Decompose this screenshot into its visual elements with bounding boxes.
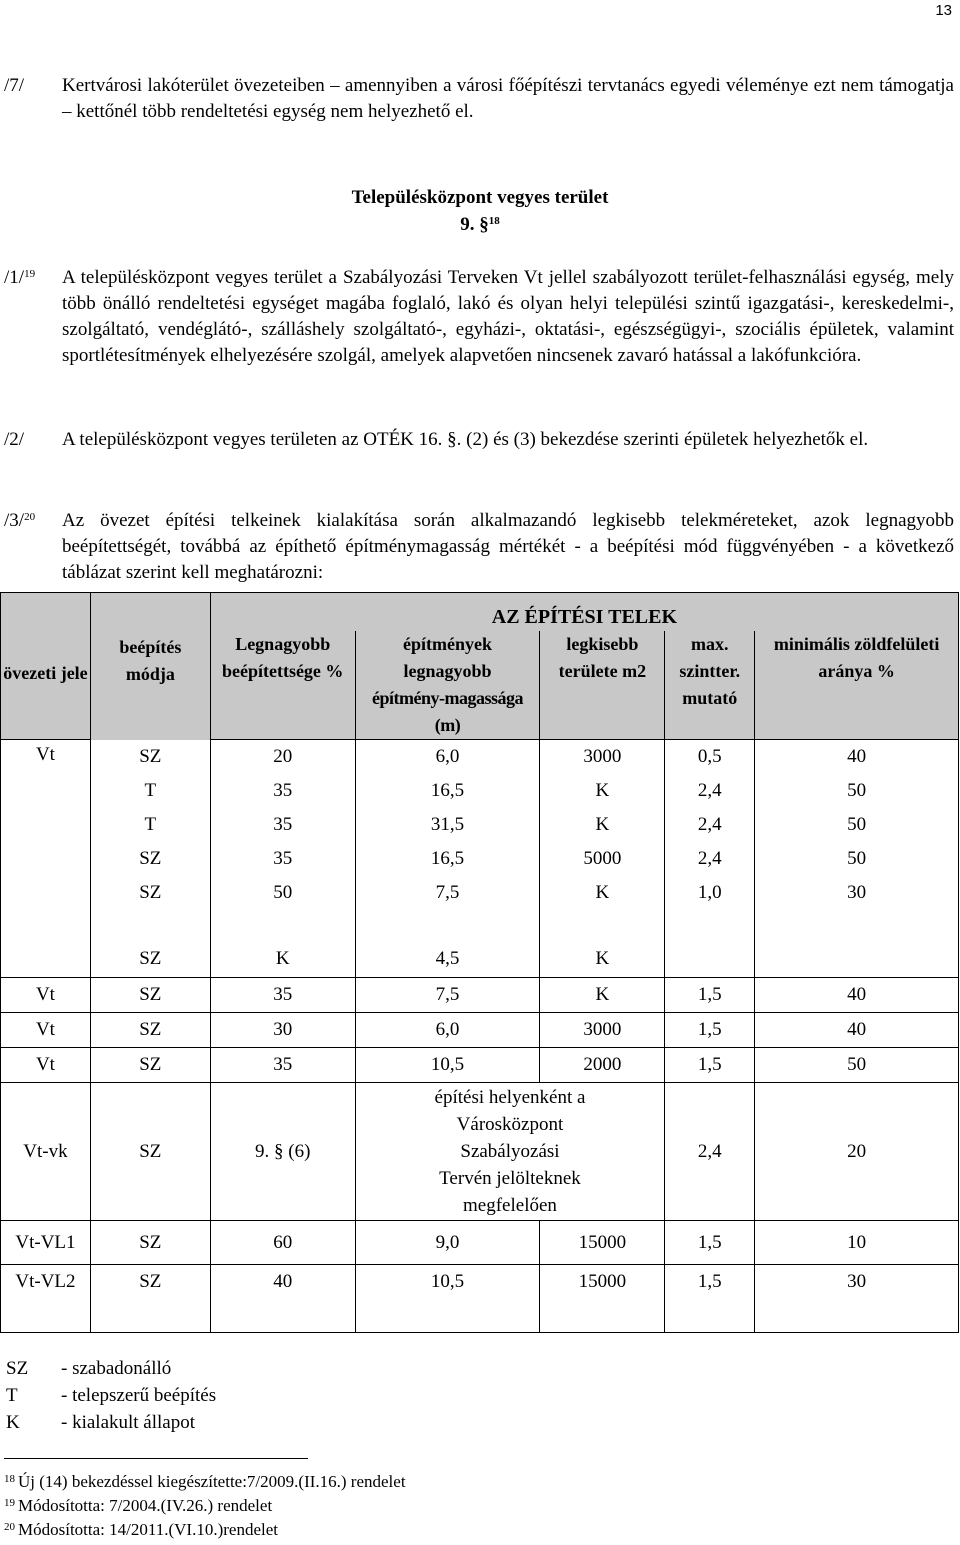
- header-height: [355, 631, 540, 740]
- cell-height: 9,0: [355, 1221, 540, 1265]
- legend-item: [6, 1409, 216, 1436]
- cell-ratio: 2,4: [665, 1083, 755, 1221]
- paragraph-1: [4, 265, 954, 369]
- table-row: [1, 1048, 959, 1083]
- cell-zone: Vt-VL1: [1, 1221, 91, 1265]
- cell-ratio: 2,4: [665, 808, 755, 842]
- header-zone: övezeti jele: [1, 593, 91, 740]
- footnote: [4, 1471, 406, 1493]
- cell-area: 2000: [540, 1048, 665, 1083]
- cell-ratio: 1,5: [665, 1265, 755, 1333]
- note-line: Városközpont: [456, 1114, 564, 1135]
- footnote-text: Módosította: 14/2011.(VI.10.)rendelet: [18, 1520, 278, 1539]
- cell-green: 30: [755, 876, 959, 910]
- cell-coverage: 30: [210, 1013, 355, 1048]
- table-row: [1, 942, 959, 978]
- vt-group: [1, 740, 959, 978]
- cell-height: 7,5: [355, 876, 540, 910]
- legend-item: [6, 1382, 216, 1409]
- cell-height: 6,0: [355, 740, 540, 774]
- cell-zone: Vt: [1, 1013, 91, 1048]
- paragraph-label: [4, 265, 35, 291]
- section-number-text: 9. §: [460, 214, 489, 235]
- cell-mode: T: [90, 808, 210, 842]
- cell-mode: SZ: [90, 1265, 210, 1333]
- cell-zone: Vt: [1, 1048, 91, 1083]
- section-title: Településközpont vegyes terület: [351, 187, 609, 208]
- cell-coverage: 35: [210, 842, 355, 876]
- header-group-title: AZ ÉPÍTÉSI TELEK: [210, 593, 958, 632]
- vt-rows: [1, 978, 959, 1083]
- cell-ratio: 1,5: [665, 1013, 755, 1048]
- cell-mode: SZ: [90, 842, 210, 876]
- footnote-number: 20: [4, 1521, 15, 1533]
- cell-green: 50: [755, 1048, 959, 1083]
- cell-green: 40: [755, 978, 959, 1013]
- cell-zone: Vt-VL2: [1, 1265, 91, 1333]
- paragraph-text: A településközpont vegyes terület a Szabályozási Terveken Vt jellel szabályozott terület-felhasználási egység, mely több önálló rendeltetési egységet magába foglaló, lakó és olyan helyi települési szintű igazgatási-, kereskedelmi-, szolgáltató, vendéglátó-, szálláshely szolgáltató-, egyházi-, oktatási-, egészségügyi-, szociális épületek, valamint sportlétesítmények elhelyezésére szolgál, amelyek alapvetően nincsenek zavaró hatással a lakófunkcióra.: [62, 267, 954, 366]
- cell-green: 20: [755, 1083, 959, 1221]
- legend: [6, 1355, 216, 1436]
- cell-ratio: 2,4: [665, 842, 755, 876]
- paragraph-label: /7/: [4, 75, 25, 96]
- cell-area: K: [540, 774, 665, 808]
- cell-height: 16,5: [355, 774, 540, 808]
- paragraph-text: A településközpont vegyes területen az OTÉK 16. §. (2) és (3) bekezdése szerinti épületek helyezhetők el.: [62, 429, 869, 450]
- table-row: [1, 808, 959, 842]
- cell-area: 3000: [540, 740, 665, 774]
- building-plot-table: [0, 592, 959, 1333]
- footnote-number: 19: [4, 1497, 15, 1509]
- note-line: építési helyenként a: [434, 1087, 586, 1108]
- legend-value: - telepszerű beépítés: [61, 1385, 217, 1406]
- cell-coverage: 35: [210, 774, 355, 808]
- cell-height: 10,5: [355, 1265, 540, 1333]
- cell-area: K: [540, 942, 665, 978]
- cell-green: 10: [755, 1221, 959, 1265]
- table-row-vl2: [1, 1265, 959, 1333]
- cell-area: 5000: [540, 842, 665, 876]
- footnote-divider: [4, 1458, 308, 1459]
- paragraph-label: /2/: [4, 429, 25, 450]
- legend-key: SZ: [6, 1358, 29, 1379]
- cell-mode: T: [90, 774, 210, 808]
- cell-coverage: 35: [210, 808, 355, 842]
- footnote-ref: 19: [24, 268, 36, 280]
- cell-mode: SZ: [90, 942, 210, 978]
- page-number: 13: [935, 2, 952, 19]
- table-row: [1, 740, 959, 774]
- cell-green: 30: [755, 1265, 959, 1333]
- paragraph-label-text: /1/: [4, 267, 25, 288]
- table-row: [1, 842, 959, 876]
- cell-height: 10,5: [355, 1048, 540, 1083]
- cell-green: [755, 942, 959, 978]
- header-mode: beépítés módja: [90, 593, 210, 740]
- cell-mode: SZ: [90, 978, 210, 1013]
- spacer-cell: [665, 910, 755, 942]
- cell-coverage: 40: [210, 1265, 355, 1333]
- cell-height: 7,5: [355, 978, 540, 1013]
- spacer-cell: [90, 910, 210, 942]
- paragraph-text: Az övezet építési telkeinek kialakítása során alkalmazandó legkisebb telekméreteket, azok legnagyobb beépítettségét, továbbá az építhető építménymagasság mértékét - a beépítési mód függvényében - a következő táblázat szerint kell meghatározni:: [62, 510, 954, 583]
- cell-coverage: 20: [210, 740, 355, 774]
- paragraph-3: [4, 508, 954, 586]
- cell-mode: SZ: [90, 1013, 210, 1048]
- cell-area: 3000: [540, 1013, 665, 1048]
- cell-area: 15000: [540, 1265, 665, 1333]
- cell-area: 15000: [540, 1221, 665, 1265]
- cell-height: 31,5: [355, 808, 540, 842]
- table-row: [1, 1013, 959, 1048]
- footnote-ref: 20: [24, 511, 36, 523]
- cell-ratio: [665, 942, 755, 978]
- cell-mode: SZ: [90, 1221, 210, 1265]
- cell-ratio: 2,4: [665, 774, 755, 808]
- table-row: [1, 876, 959, 910]
- spacer-cell: [755, 910, 959, 942]
- cell-green: 40: [755, 1013, 959, 1048]
- footnote: [4, 1519, 278, 1541]
- footnote: [4, 1495, 272, 1517]
- table-row: [1, 978, 959, 1013]
- table-row: [1, 774, 959, 808]
- table-row-vtvk: [1, 1083, 959, 1221]
- header-ratio: max. szintter. mutató: [665, 631, 755, 740]
- legend-key: T: [6, 1385, 18, 1406]
- spacer-row: [1, 910, 959, 942]
- cell-height: 16,5: [355, 842, 540, 876]
- vl-rows: [1, 1221, 959, 1333]
- header-coverage: Legnagyobb beépítettsége %: [210, 631, 355, 740]
- note-line: Szabályozási: [460, 1141, 560, 1162]
- note-line: megfelelően: [463, 1195, 557, 1216]
- footnote-text: Módosította: 7/2004.(IV.26.) rendelet: [18, 1496, 273, 1515]
- paragraph-2: [4, 427, 954, 453]
- spacer-cell: [540, 910, 665, 942]
- cell-height: 6,0: [355, 1013, 540, 1048]
- paragraph-label-text: /3/: [4, 510, 25, 531]
- cell-ratio: 1,5: [665, 1221, 755, 1265]
- table-group-header-row: [1, 593, 959, 632]
- legend-value: - szabadonálló: [61, 1358, 172, 1379]
- cell-green: 50: [755, 808, 959, 842]
- footnote-text: Új (14) bekezdéssel kiegészítette:7/2009.(II.16.) rendelet: [18, 1472, 406, 1491]
- section-number: [0, 212, 960, 238]
- cell-mode: SZ: [90, 876, 210, 910]
- cell-ratio: 1,0: [665, 876, 755, 910]
- footnote-number: 18: [4, 1473, 15, 1485]
- cell-zone: Vt-vk: [1, 1083, 91, 1221]
- cell-coverage: 35: [210, 978, 355, 1013]
- cell-area: K: [540, 808, 665, 842]
- cell-coverage: 50: [210, 876, 355, 910]
- cell-green: 50: [755, 774, 959, 808]
- header-area: legkisebb területe m2: [540, 631, 665, 740]
- spacer-cell: [210, 910, 355, 942]
- cell-height: 4,5: [355, 942, 540, 978]
- cell-ratio: 1,5: [665, 978, 755, 1013]
- spacer-cell: [355, 910, 540, 942]
- footnote-ref: 18: [488, 215, 500, 227]
- legend-value: - kialakult állapot: [61, 1412, 196, 1433]
- cell-coverage: K: [210, 942, 355, 978]
- cell-note: [355, 1083, 665, 1221]
- cell-area: K: [540, 876, 665, 910]
- paragraph-7: [4, 73, 954, 125]
- header-green: minimális zöldfelületi aránya %: [755, 631, 959, 740]
- cell-ratio: 1,5: [665, 1048, 755, 1083]
- cell-coverage: 9. § (6): [210, 1083, 355, 1221]
- legend-key: K: [6, 1412, 20, 1433]
- cell-ratio: 0,5: [665, 740, 755, 774]
- cell-mode: SZ: [90, 1083, 210, 1221]
- legend-item: [6, 1355, 216, 1382]
- header-height-line2: építmény-magassága (m): [372, 688, 524, 735]
- cell-coverage: 60: [210, 1221, 355, 1265]
- note-line: Tervén jelölteknek: [439, 1168, 581, 1189]
- cell-area: K: [540, 978, 665, 1013]
- cell-green: 40: [755, 740, 959, 774]
- paragraph-text: Kertvárosi lakóterület övezeteiben – amennyiben a városi főépítészi tervtanács egyedi véleménye ezt nem támogatja – kettőnél több rendeltetési egység nem helyezhető el.: [62, 75, 954, 122]
- cell-zone: Vt: [1, 978, 91, 1013]
- cell-zone: Vt: [1, 740, 91, 978]
- cell-mode: SZ: [90, 1048, 210, 1083]
- paragraph-label: [4, 508, 35, 534]
- table-row-vl1: [1, 1221, 959, 1265]
- cell-green: 50: [755, 842, 959, 876]
- cell-mode: SZ: [90, 740, 210, 774]
- header-height-line1: építmények legnagyobb: [403, 634, 493, 681]
- cell-coverage: 35: [210, 1048, 355, 1083]
